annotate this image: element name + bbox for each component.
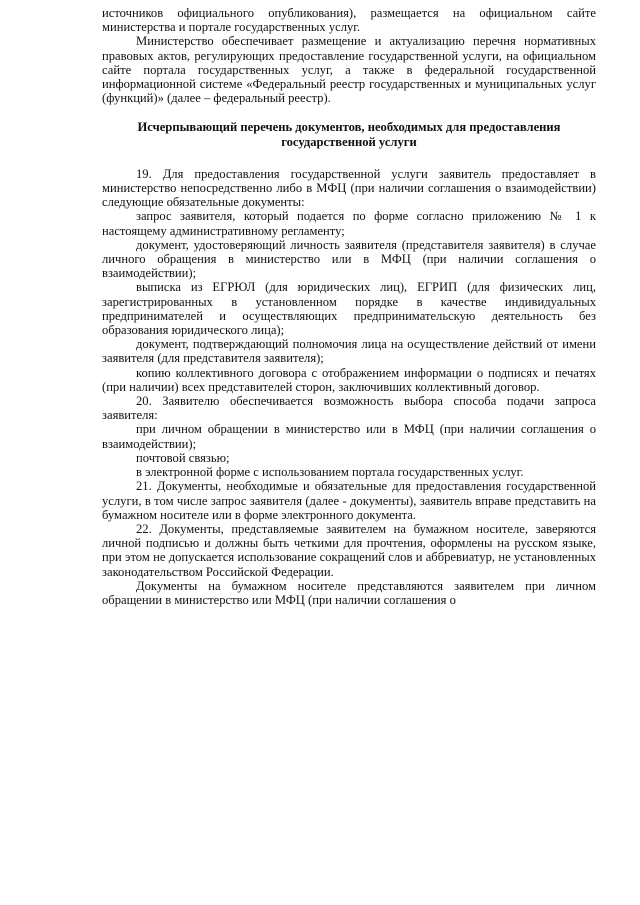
paragraph-legal-acts: Министерство обеспечивает размещение и актуализацию перечня нормативных правовых актов, регулирующих предоставление государственной услуги, на официальном сайте портала государственных услуг, а также в федеральной государственной информационной системе «Федеральный реестр государственных и муниципальных услуг (функций)» (далее – федеральный реестр).	[102, 34, 596, 106]
list-item-post: почтовой связью;	[136, 450, 230, 465]
document-page	[102, 6, 596, 607]
list-item-extract: выписка из ЕГРЮЛ (для юридических лиц), ЕГРИП (для физических лиц, зарегистрированных в установленном порядке в качестве индивидуальных предпринимателей и осуществляющих предпринимательскую деятельность без образования юридического лица);	[102, 280, 596, 338]
list-item-agreement-copy: копию коллективного договора с отображением информации о подписях и печатях (при наличии) всех представителей сторон, заключивших коллективный договор.	[102, 365, 596, 394]
paragraph-21: 21. Документы, необходимые и обязательные для предоставления государственной услуги, в том числе запрос заявителя (далее - документы), заявитель вправе представить на бумажном носителе или в форме электронного документа.	[102, 479, 596, 522]
paragraph-paper-submission: Документы на бумажном носителе представляются заявителем при личном обращении в министерство или МФЦ (при наличии соглашения о	[102, 578, 596, 607]
paragraph-20: 20. Заявителю обеспечивается возможность выбора способа подачи запроса заявителя:	[102, 394, 596, 423]
list-item-in-person: при личном обращении в министерство или в МФЦ (при наличии соглашения о взаимодействии);	[102, 422, 596, 451]
paragraph-continued: источников официального опубликования), размещается на официальном сайте министерства и портале государственных услуг.	[102, 6, 596, 35]
list-item-request: запрос заявителя, который подается по форме согласно приложению № 1 к настоящему административному регламенту;	[102, 209, 596, 238]
paragraph-22: 22. Документы, представляемые заявителем на бумажном носителе, заверяются личной подписью и должны быть четкими для прочтения, оформлены на русском языке, при этом не допускается использование сокращений слов и аббревиатур, не установленных законодательством Российской Федерации.	[102, 521, 596, 579]
list-item-identity: документ, удостоверяющий личность заявителя (представителя заявителя) в случае личного обращения в министерство или в МФЦ (при наличии соглашения о взаимодействии);	[102, 237, 596, 281]
list-item-authority: документ, подтверждающий полномочия лица на осуществление действий от имени заявителя (для представителя заявителя);	[102, 337, 596, 366]
list-item-electronic: в электронной форме с использованием портала государственных услуг.	[136, 465, 524, 480]
section-heading: Исчерпывающий перечень документов, необходимых для предоставления государственной услуги	[137, 120, 561, 149]
paragraph-19: 19. Для предоставления государственной услуги заявитель предоставляет в министерство непосредственно либо в МФЦ (при наличии соглашения о взаимодействии) следующие обязательные документы:	[102, 166, 596, 210]
